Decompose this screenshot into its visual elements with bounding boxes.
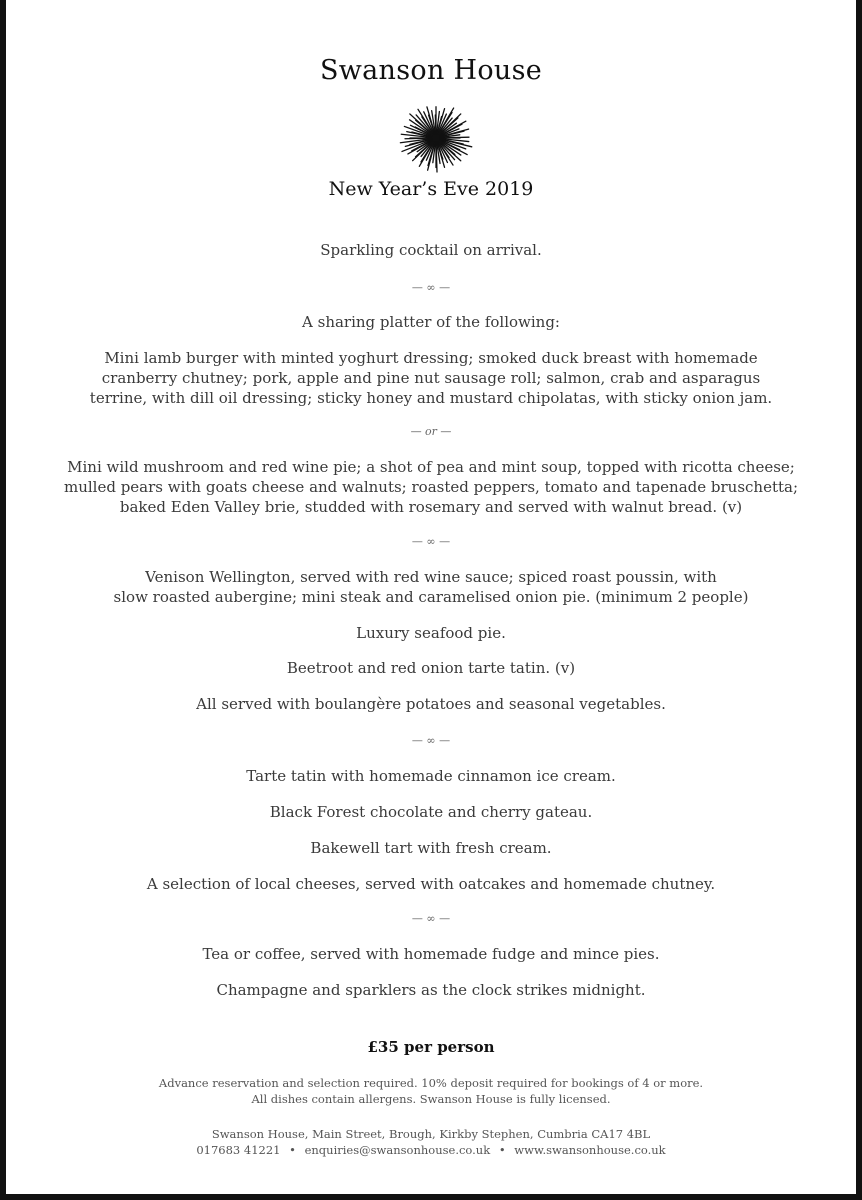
menu-line: slow roasted aubergine; mini steak and caramelised onion pie. (minimum 2 people): [113, 588, 749, 606]
arrival-drink: Sparkling cocktail on arrival.: [320, 241, 542, 259]
address: Swanson House, Main Street, Brough, Kirkby Stephen, Cumbria CA17 4BL: [211, 1127, 651, 1141]
starburst-icon: [396, 98, 476, 178]
dessert-item: Tarte tatin with homemade cinnamon ice cream.: [246, 767, 616, 785]
note-line: Advance reservation and selection required. 10% deposit required for bookings of 4 or more.: [158, 1076, 704, 1090]
separator: — ∞ —: [411, 535, 451, 548]
dessert-item: Bakewell tart with fresh cream.: [310, 839, 552, 857]
main-vegetarian: Beetroot and red onion tarte tatin. (v): [286, 659, 576, 677]
booking-notes: [6, 1075, 856, 1107]
email-link[interactable]: enquiries@swansonhouse.co.uk: [304, 1143, 491, 1157]
page-subtitle: New Year’s Eve 2019: [328, 178, 534, 200]
contact-line: [6, 1142, 856, 1158]
champagne-midnight: Champagne and sparklers as the clock strikes midnight.: [216, 981, 646, 999]
starburst-ray: [439, 137, 469, 138]
main-seafood: Luxury seafood pie.: [356, 624, 506, 642]
menu-line: cranberry chutney; pork, apple and pine nut sausage roll; salmon, crab and asparagus: [101, 369, 761, 387]
separator: — ∞ —: [411, 281, 451, 294]
page-title: Swanson House: [319, 55, 543, 86]
platter-intro: A sharing platter of the following:: [302, 313, 560, 331]
price: £35 per person: [367, 1038, 495, 1056]
contact-details: [6, 1126, 856, 1158]
platter-option-a: [6, 348, 856, 408]
phone: 017683 41221: [196, 1143, 281, 1157]
menu-line: mulled pears with goats cheese and walnuts; roasted peppers, tomato and tapenade bruschetta;: [63, 478, 799, 496]
main-venison: [6, 567, 856, 607]
bullet-separator: •: [289, 1143, 296, 1157]
or-separator: — or —: [410, 425, 452, 438]
platter-option-b: [6, 457, 856, 517]
menu-line: Mini wild mushroom and red wine pie; a shot of pea and mint soup, topped with ricotta cheese;: [67, 458, 795, 476]
menu-line: Mini lamb burger with minted yoghurt dressing; smoked duck breast with homemade: [104, 349, 758, 367]
menu-line: terrine, with dill oil dressing; sticky honey and mustard chipolatas, with sticky onion jam.: [89, 389, 773, 407]
menu-line: Venison Wellington, served with red wine sauce; spiced roast poussin, with: [145, 568, 717, 586]
menu-line: baked Eden Valley brie, studded with rosemary and served with walnut bread. (v): [119, 498, 743, 516]
dessert-item: Black Forest chocolate and cherry gateau.: [269, 803, 593, 821]
mains-sides: All served with boulangère potatoes and seasonal vegetables.: [196, 695, 666, 713]
tea-coffee: Tea or coffee, served with homemade fudge and mince pies.: [202, 945, 660, 963]
separator: — ∞ —: [411, 912, 451, 925]
website-link[interactable]: www.swansonhouse.co.uk: [514, 1143, 666, 1157]
bullet-separator: •: [498, 1143, 506, 1157]
separator: — ∞ —: [411, 734, 451, 747]
dessert-item: A selection of local cheeses, served with oatcakes and homemade chutney.: [146, 875, 716, 893]
note-line: All dishes contain allergens. Swanson House is fully licensed.: [251, 1092, 611, 1106]
